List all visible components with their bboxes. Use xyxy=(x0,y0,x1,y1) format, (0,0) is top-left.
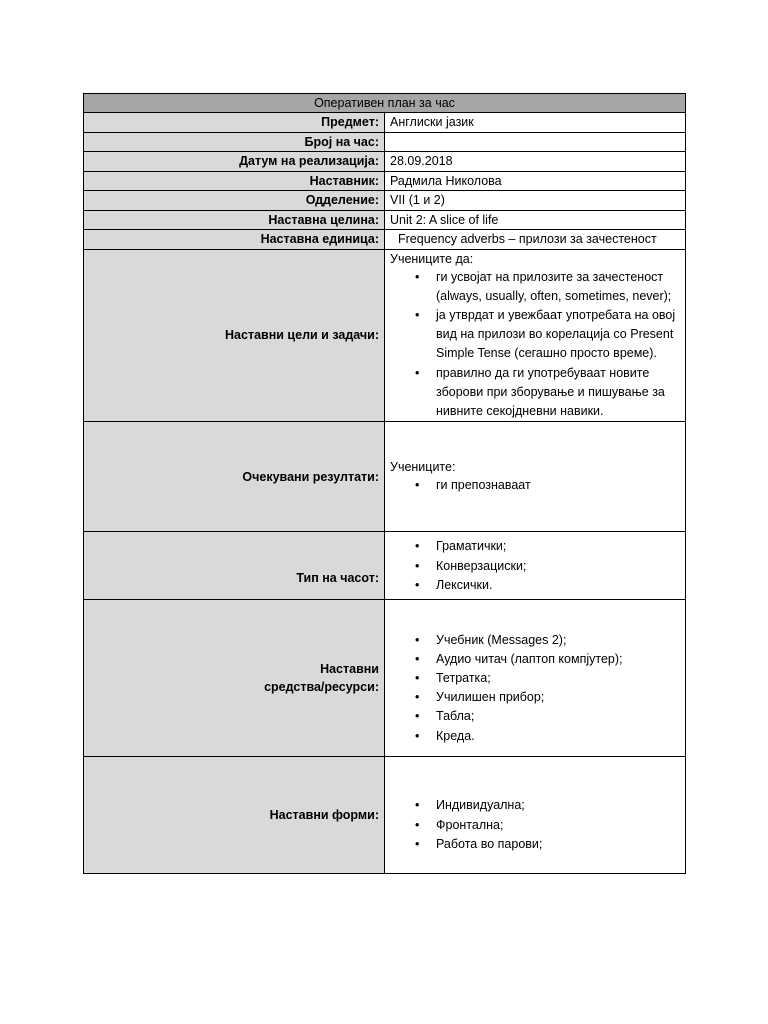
teaching-unit-label: Наставна целина: xyxy=(84,210,385,230)
bullet-icon: • xyxy=(415,798,420,813)
list-item: • Креда. xyxy=(436,727,680,746)
lesson-type-cell xyxy=(385,532,686,600)
forms-label: Наставни форми: xyxy=(84,757,385,874)
goals-intro: Учениците да: xyxy=(390,251,474,266)
table-row xyxy=(84,132,686,152)
lesson-number-label: Број на час: xyxy=(84,132,385,152)
bullet-icon: • xyxy=(415,709,420,724)
results-cell xyxy=(385,422,686,532)
list-item: • Лексички. xyxy=(436,576,680,595)
bullet-icon: • xyxy=(415,670,420,685)
bullet-icon: • xyxy=(415,478,420,493)
bullet-icon: • xyxy=(415,728,420,743)
list-item: • Училишен прибор; xyxy=(436,688,680,707)
bullet-icon: • xyxy=(415,365,420,380)
bullet-icon: • xyxy=(415,690,420,705)
results-intro: Учениците: xyxy=(390,460,456,475)
resources-label-line1: Наставни xyxy=(320,662,379,677)
table-row xyxy=(84,210,686,230)
bullet-icon: • xyxy=(415,651,420,666)
lesson-number-value xyxy=(385,132,686,152)
bullet-icon: • xyxy=(415,836,420,851)
list-item: • ја утврдат и увежбаат употребата на овој вид на прилози во корелација со Present Simple Tense (сегашно просто време). xyxy=(415,307,676,361)
bullet-icon: • xyxy=(415,577,420,592)
goals-list xyxy=(390,268,680,422)
resources-list xyxy=(390,631,680,746)
lesson-type-row xyxy=(84,532,686,600)
table-header-row xyxy=(84,94,686,113)
table-row xyxy=(84,113,686,133)
subject-label: Предмет: xyxy=(84,113,385,133)
table-row xyxy=(84,152,686,172)
class-label: Одделение: xyxy=(84,191,385,211)
date-value: 28.09.2018 xyxy=(385,152,686,172)
list-item: • ги усвојат на прилозите за зачестеност (always, usually, often, sometimes, never); xyxy=(415,269,672,303)
resources-cell xyxy=(385,600,686,757)
bullet-icon: • xyxy=(415,817,420,832)
table-row xyxy=(84,171,686,191)
list-item: • Табла; xyxy=(436,707,680,726)
bullet-icon: • xyxy=(415,539,420,554)
list-item: • Индивидуална; xyxy=(436,796,680,815)
results-row xyxy=(84,422,686,532)
goals-row xyxy=(84,249,686,422)
list-item: • правилно да ги употребуваат новите зборови при зборување и пишување за нивните секојдневни навики. xyxy=(415,365,665,418)
list-item: • Тетратка; xyxy=(436,669,680,688)
list-item: • Граматички; xyxy=(436,537,680,556)
results-list xyxy=(390,476,680,495)
teacher-value: Радмила Николова xyxy=(385,171,686,191)
forms-cell xyxy=(385,757,686,874)
list-item: • Аудио читач (лаптоп компјутер); xyxy=(436,650,680,669)
list-item: • Учебник (Messages 2); xyxy=(436,631,680,650)
list-item: • Фронтална; xyxy=(436,816,680,835)
bullet-icon: • xyxy=(415,558,420,573)
bullet-icon: • xyxy=(415,632,420,647)
goals-cell xyxy=(385,249,686,422)
bullet-icon: • xyxy=(415,307,420,322)
date-label: Датум на реализација: xyxy=(84,152,385,172)
table-row xyxy=(84,230,686,250)
bullet-icon: • xyxy=(415,269,420,284)
lesson-type-label: Тип на часот: xyxy=(84,532,385,600)
list-item: • ги препознаваат xyxy=(436,476,680,495)
resources-label-line2: средства/ресурси: xyxy=(264,680,379,695)
table-title: Оперативен план за час xyxy=(84,94,686,113)
goals-label: Наставни цели и задачи: xyxy=(84,249,385,422)
list-item: • Работа во парови; xyxy=(436,835,680,854)
lesson-topic-value: Frequency adverbs – прилози за зачестеност xyxy=(385,230,686,250)
results-label: Очекувани резултати: xyxy=(84,422,385,532)
lesson-plan-table xyxy=(83,93,686,874)
class-value: VII (1 и 2) xyxy=(385,191,686,211)
teacher-label: Наставник: xyxy=(84,171,385,191)
list-item: • Конверзациски; xyxy=(436,557,680,576)
resources-label xyxy=(84,600,385,757)
teaching-unit-value: Unit 2: A slice of life xyxy=(385,210,686,230)
resources-row xyxy=(84,600,686,757)
forms-row xyxy=(84,757,686,874)
lesson-topic-label: Наставна единица: xyxy=(84,230,385,250)
forms-list xyxy=(390,796,680,854)
table-row xyxy=(84,191,686,211)
lesson-type-list xyxy=(390,537,680,595)
subject-value: Англиски јазик xyxy=(385,113,686,133)
